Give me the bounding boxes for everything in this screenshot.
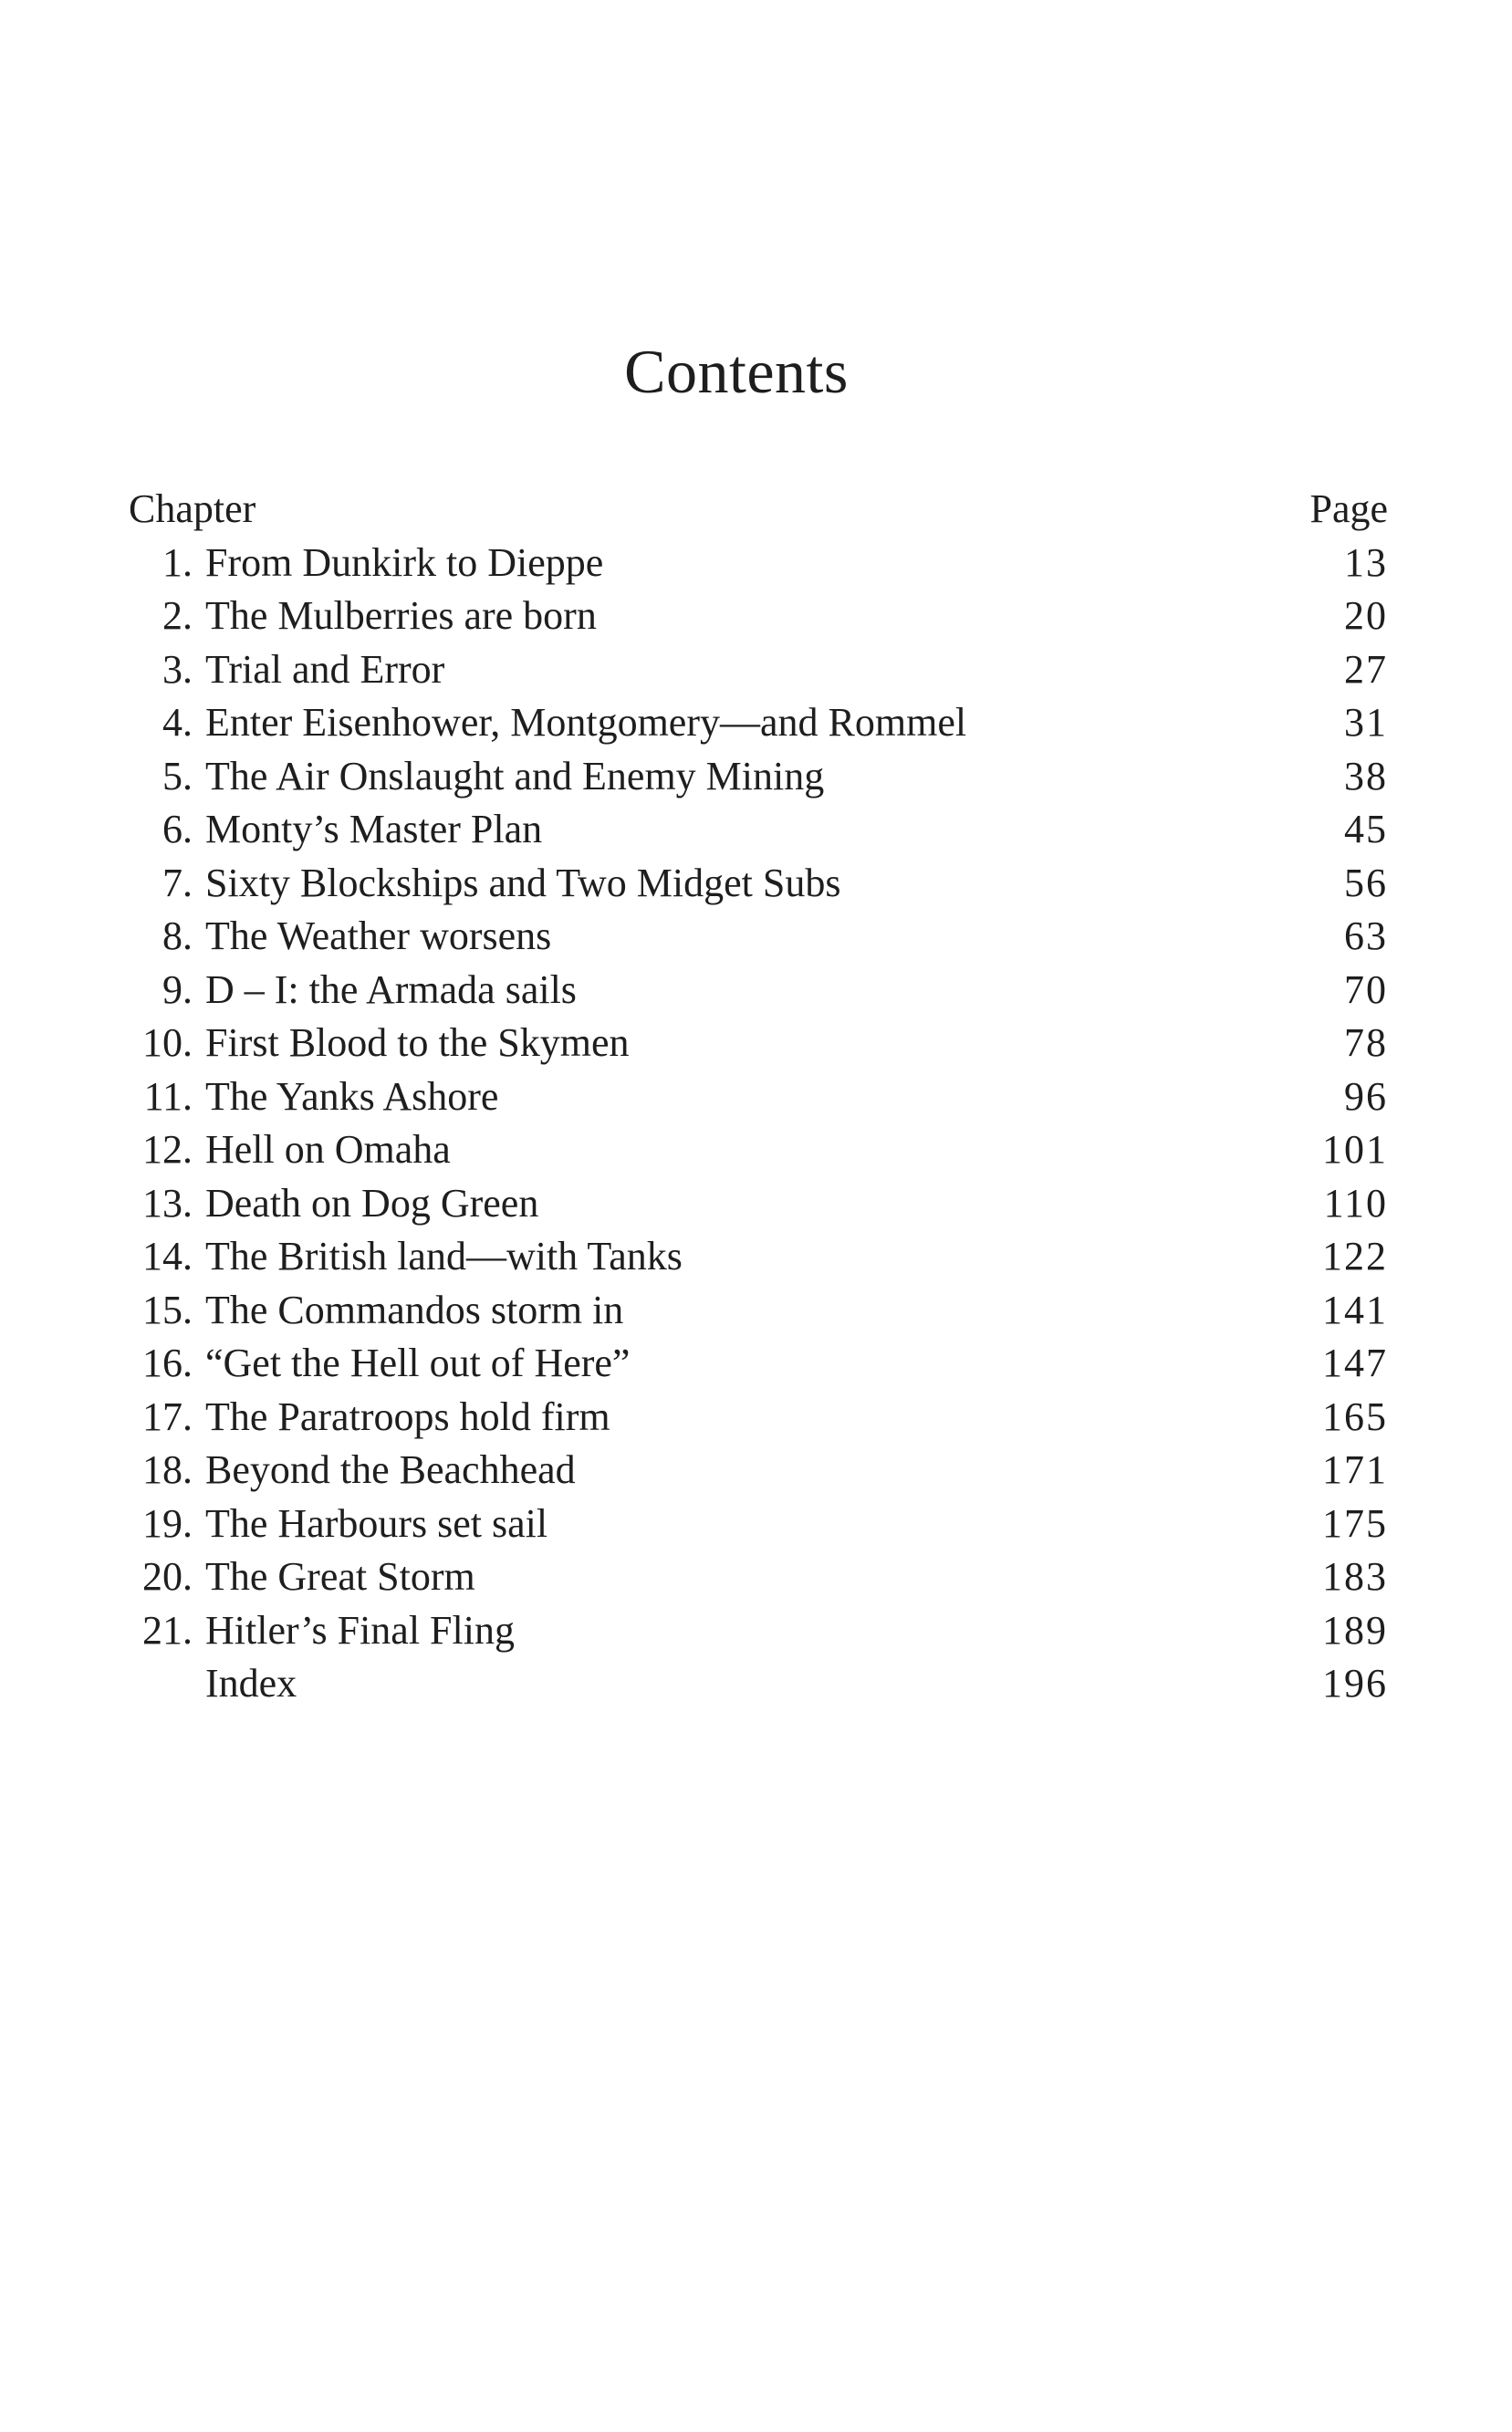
toc-entry	[129, 1444, 1388, 1498]
chapter-number: 7.	[162, 860, 193, 905]
chapter-number: 3.	[162, 646, 193, 692]
chapter-title: The Great Storm	[205, 1554, 475, 1599]
chapter-number: 14.	[142, 1234, 193, 1279]
toc-entries	[129, 537, 1388, 1711]
toc-entry	[129, 1391, 1388, 1445]
page-number: 13	[1344, 539, 1388, 585]
page-number: 175	[1322, 1500, 1388, 1546]
toc-header	[129, 483, 1388, 537]
chapter-number: 2.	[162, 593, 193, 638]
chapter-title: The Mulberries are born	[205, 593, 597, 638]
toc-entry	[129, 696, 1388, 750]
toc-entry	[129, 643, 1388, 697]
chapter-number: 10.	[142, 1020, 193, 1065]
page-number: 96	[1344, 1073, 1388, 1119]
toc-entry	[129, 857, 1388, 911]
page-number: 147	[1322, 1341, 1388, 1385]
chapter-title: Trial and Error	[205, 646, 445, 692]
toc-entry	[129, 964, 1388, 1018]
page-number: 70	[1344, 966, 1388, 1012]
page-number: 20	[1344, 593, 1388, 638]
toc-entry	[129, 1550, 1388, 1604]
chapter-title: Enter Eisenhower, Montgomery—and Rommel	[205, 700, 967, 745]
toc-entry	[129, 1604, 1388, 1658]
toc-entry	[129, 1177, 1388, 1231]
chapter-title: The Yanks Ashore	[205, 1073, 499, 1119]
chapter-number: 16.	[142, 1341, 193, 1385]
chapter-title: First Blood to the Skymen	[205, 1020, 630, 1065]
chapter-title: The Paratroops hold firm	[205, 1393, 610, 1439]
chapter-number: 21.	[142, 1607, 193, 1653]
chapter-title: Hell on Omaha	[205, 1127, 451, 1172]
chapter-number: 1.	[162, 539, 193, 585]
chapter-number: 4.	[162, 700, 193, 745]
toc-entry	[129, 803, 1388, 857]
chapter-title: Beyond the Beachhead	[205, 1447, 576, 1492]
chapter-title: Death on Dog Green	[205, 1180, 539, 1226]
chapter-number: 18.	[142, 1447, 193, 1492]
page-number: 110	[1323, 1180, 1388, 1226]
toc-entry	[129, 1498, 1388, 1551]
page-number: 45	[1344, 807, 1388, 851]
page-number: 27	[1344, 646, 1388, 692]
toc-entry	[129, 910, 1388, 964]
chapter-title: From Dunkirk to Dieppe	[205, 539, 604, 585]
page-column-label: Page	[1309, 486, 1388, 531]
chapter-title: Sixty Blockships and Two Midget Subs	[205, 860, 841, 905]
chapter-title: The Air Onslaught and Enemy Mining	[205, 753, 825, 798]
chapter-number: 5.	[162, 753, 193, 798]
chapter-number: 11.	[143, 1073, 193, 1119]
chapter-title: The Harbours set sail	[205, 1500, 548, 1546]
toc-entry	[129, 1230, 1388, 1284]
chapter-title: D – I: the Armada sails	[205, 966, 577, 1012]
toc-entry	[129, 1657, 1388, 1711]
chapter-title: Index	[205, 1661, 297, 1706]
page-number: 141	[1322, 1287, 1388, 1332]
table-of-contents	[129, 483, 1388, 1711]
toc-entry	[129, 1284, 1388, 1338]
page-number: 78	[1344, 1020, 1388, 1065]
page-number: 183	[1322, 1554, 1388, 1599]
page-number: 101	[1322, 1127, 1388, 1172]
chapter-title: Monty’s Master Plan	[205, 807, 543, 851]
chapter-title: Hitler’s Final Fling	[205, 1607, 515, 1653]
page-number: 31	[1344, 700, 1388, 745]
page-number: 171	[1322, 1447, 1388, 1492]
chapter-title: The Weather worsens	[205, 913, 552, 958]
page-number: 122	[1322, 1234, 1388, 1279]
chapter-number: 20.	[142, 1554, 193, 1599]
page-number: 196	[1322, 1661, 1388, 1706]
chapter-title: The British land—with Tanks	[205, 1234, 683, 1279]
toc-entry	[129, 750, 1388, 804]
page-number: 189	[1322, 1607, 1388, 1653]
chapter-number: 6.	[162, 807, 193, 851]
toc-entry	[129, 1070, 1388, 1124]
page-number: 63	[1344, 913, 1388, 958]
chapter-title: The Commandos storm in	[205, 1287, 624, 1332]
toc-entry	[129, 1017, 1388, 1070]
page-number: 56	[1344, 860, 1388, 905]
toc-entry	[129, 1337, 1388, 1391]
chapter-number: 17.	[142, 1393, 193, 1439]
chapter-number: 12.	[142, 1127, 193, 1172]
chapter-number: 13.	[142, 1180, 193, 1226]
chapter-number: 15.	[142, 1287, 193, 1332]
chapter-number: 9.	[162, 966, 193, 1012]
page-title: Contents	[624, 337, 849, 406]
page-number: 38	[1344, 753, 1388, 798]
chapter-title: “Get the Hell out of Here”	[205, 1341, 631, 1385]
toc-entry	[129, 590, 1388, 643]
chapter-number: 19.	[142, 1500, 193, 1546]
page-number: 165	[1322, 1393, 1388, 1439]
toc-entry	[129, 537, 1388, 590]
chapter-number: 8.	[162, 913, 193, 958]
toc-entry	[129, 1123, 1388, 1177]
chapter-column-label: Chapter	[129, 486, 256, 531]
